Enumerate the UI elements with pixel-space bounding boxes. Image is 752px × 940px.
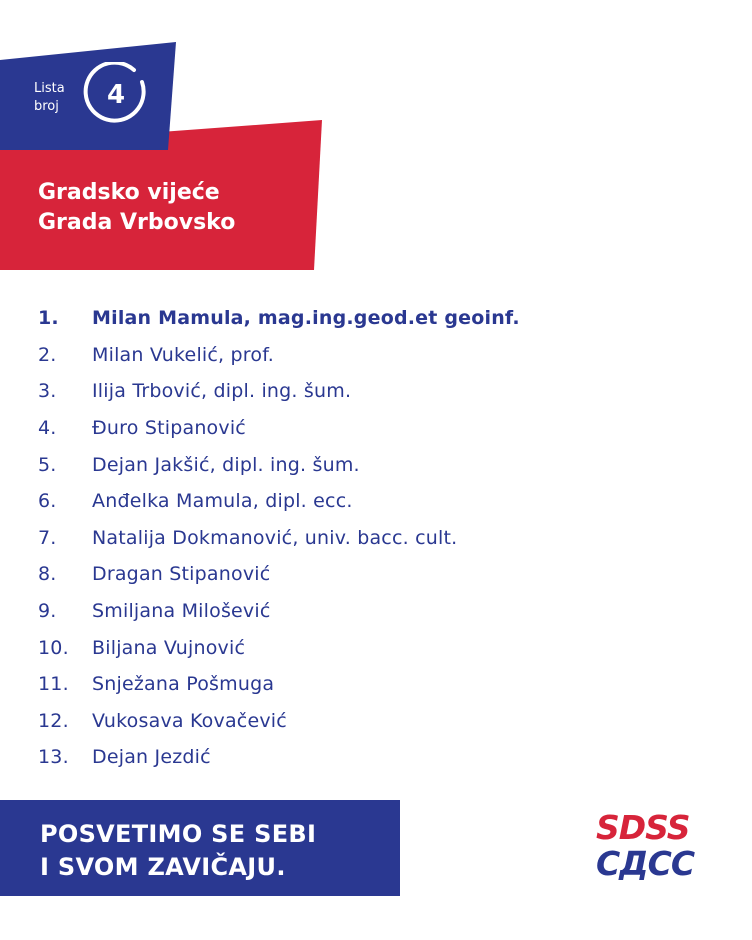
candidate-name: Milan Vukelić, prof.	[92, 343, 274, 366]
candidate-item	[38, 593, 718, 630]
candidate-number: 9.	[38, 600, 57, 623]
list-label-line1: Lista	[34, 81, 65, 96]
candidate-number: 8.	[38, 563, 57, 586]
candidate-number: 12.	[38, 709, 69, 732]
candidate-item	[38, 446, 718, 483]
candidate-name: Đuro Stipanović	[92, 417, 246, 440]
candidate-number: 6.	[38, 490, 57, 513]
party-logo	[596, 808, 716, 888]
candidate-item	[38, 373, 718, 410]
candidate-name: Milan Mamula, mag.ing.geod.et geoinf.	[92, 307, 520, 330]
candidate-number: 1.	[38, 307, 59, 330]
candidate-name: Ilija Trbović, dipl. ing. šum.	[92, 380, 352, 403]
candidate-list	[38, 300, 718, 776]
slogan-line2: I SVOM ZAVIČAJU.	[40, 853, 286, 881]
candidate-number: 2.	[38, 343, 57, 366]
candidate-item	[38, 410, 718, 447]
candidate-item	[38, 739, 718, 776]
council-title-line2: Grada Vrbovsko	[38, 210, 236, 235]
candidate-name: Snježana Pošmuga	[92, 673, 275, 696]
candidate-name: Vukosava Kovačević	[92, 709, 287, 732]
candidate-name: Dejan Jakšić, dipl. ing. šum.	[92, 453, 360, 476]
candidate-number: 4.	[38, 417, 57, 440]
candidate-item	[38, 666, 718, 703]
council-title-line1: Gradsko vijeće	[38, 180, 220, 205]
candidate-item	[38, 300, 718, 337]
candidate-name: Natalija Dokmanović, univ. bacc. cult.	[92, 526, 458, 549]
candidate-name: Dejan Jezdić	[92, 746, 211, 769]
candidate-name: Smiljana Milošević	[92, 600, 271, 623]
candidate-item	[38, 556, 718, 593]
party-logo-cyrillic: СДСС	[596, 844, 695, 883]
candidate-name: Biljana Vujnović	[92, 636, 246, 659]
party-logo-latin: SDSS	[596, 808, 690, 847]
slogan-line1: POSVETIMO SE SEBI	[40, 820, 317, 848]
council-title	[38, 178, 308, 238]
candidate-number: 7.	[38, 526, 57, 549]
slogan-text	[40, 818, 400, 884]
candidate-number: 5.	[38, 453, 57, 476]
candidate-item	[38, 483, 718, 520]
candidate-number: 13.	[38, 746, 69, 769]
candidate-item	[38, 703, 718, 740]
candidate-name: Anđelka Mamula, dipl. ecc.	[92, 490, 353, 513]
list-label-line2: broj	[34, 99, 59, 114]
candidate-number: 10.	[38, 636, 69, 659]
candidate-number: 11.	[38, 673, 69, 696]
candidate-item	[38, 520, 718, 557]
candidate-item	[38, 629, 718, 666]
candidate-number: 3.	[38, 380, 57, 403]
candidate-name: Dragan Stipanović	[92, 563, 271, 586]
list-number: 4	[106, 80, 126, 110]
candidate-item	[38, 337, 718, 374]
